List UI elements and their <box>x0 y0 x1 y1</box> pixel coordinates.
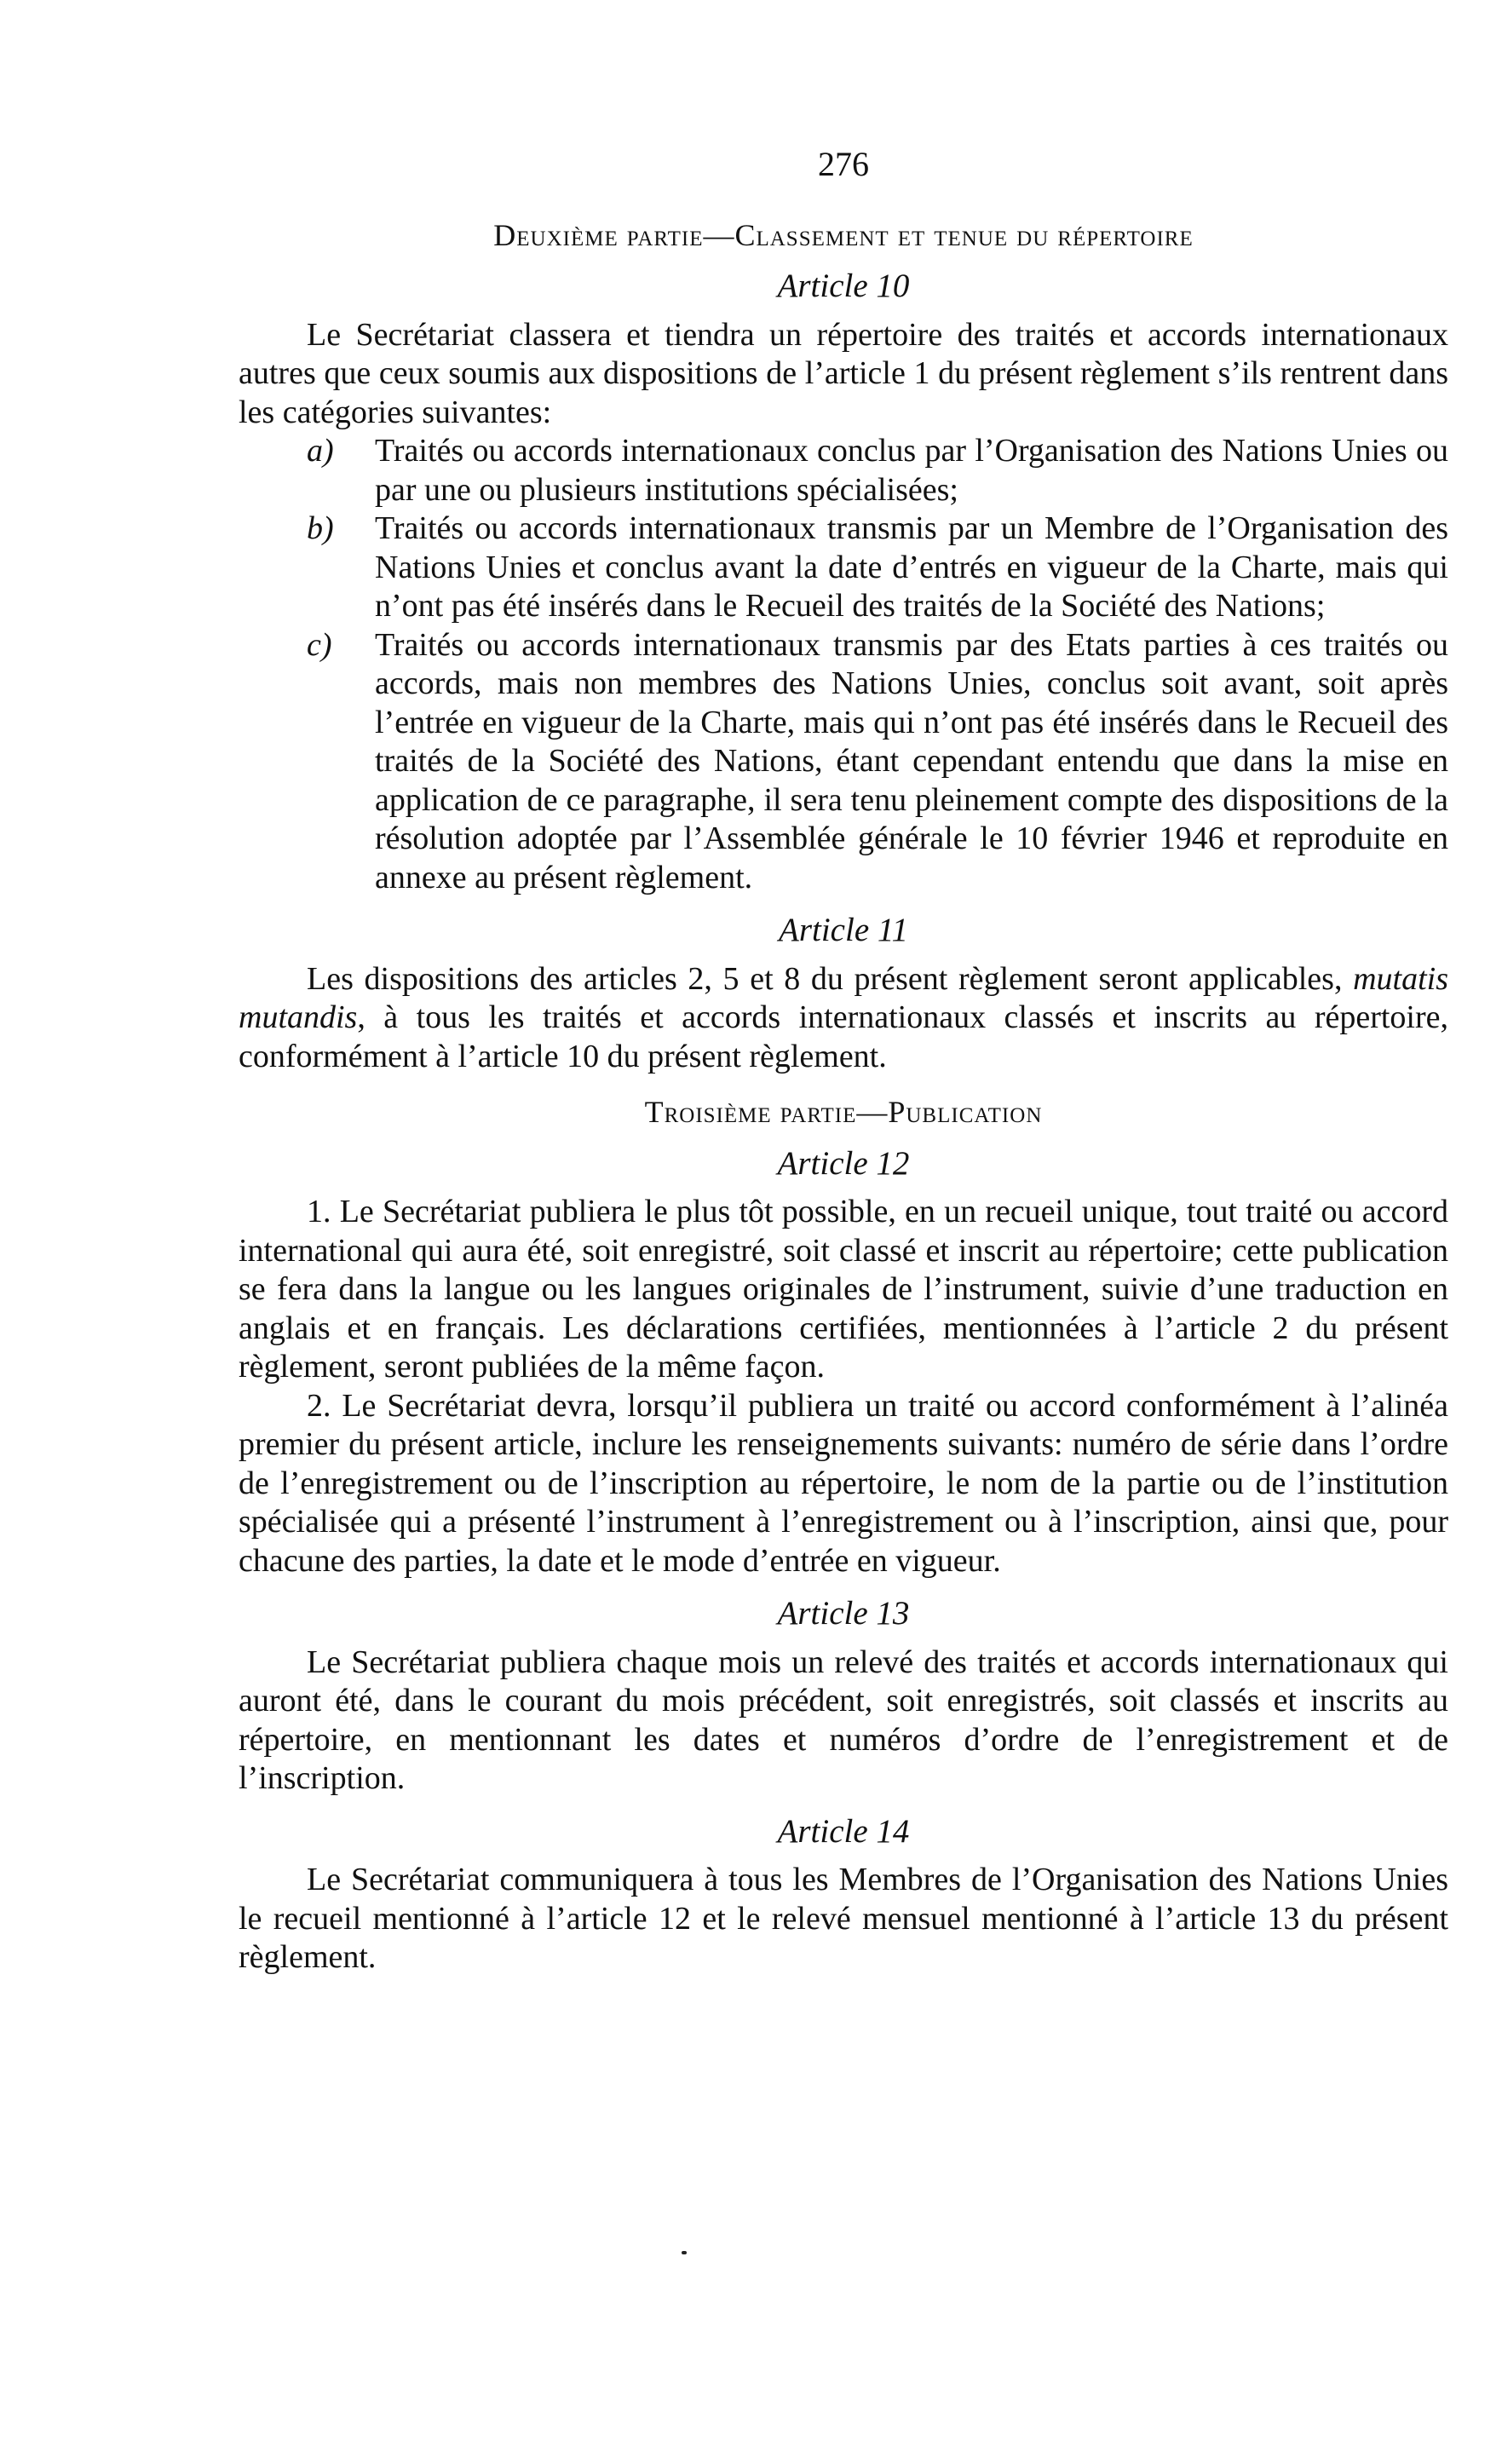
list-item-letter: c) <box>307 626 332 663</box>
article-14-title: Article 14 <box>777 1812 910 1850</box>
article-11-text-start: Les dispositions des articles 2, 5 et 8 du présent règlement seront applicables, <box>307 960 1354 997</box>
scan-speck <box>682 2251 687 2254</box>
article-10-body <box>239 316 1448 898</box>
list-item <box>307 626 1448 898</box>
article-11-latin-phrase: mutatis mutandis <box>239 960 1448 1035</box>
article-11-text <box>239 960 1448 1077</box>
article-11-body <box>239 960 1448 1077</box>
article-11-text-end: , à tous les traités et accords internationaux classés et inscrits au répertoire, conformément à l’article 10 du présent règlement. <box>239 999 1448 1074</box>
article-12-paragraph-1: 1. Le Secrétariat publiera le plus tôt possible, en un recueil unique, tout traité ou accord international qui aura été, soit enregistré, soit classé et inscrit au répertoire; cette publication se fera dans la langue ou les langues originales de l’instrument, suivie d’une traduction en anglais et en français. Les déclarations certifiées, mentionnées à l’article 2 du présent règlement, seront publiées de la même façon. <box>239 1194 1448 1385</box>
article-10-intro: Le Secrétariat classera et tiendra un répertoire des traités et accords internationaux autres que ceux soumis aux dispositions de l’article 1 du présent règlement s’ils rentrent dans les catégories suivantes: <box>239 316 1448 430</box>
list-item <box>307 509 1448 626</box>
article-14-body <box>239 1861 1448 1978</box>
article-13-body <box>239 1644 1448 1799</box>
article-13-text: Le Secrétariat publiera chaque mois un relevé des traités et accords internationaux qui auront été, dans le courant du mois précédent, soit enregistrés, soit classés et inscrits au répertoire, en mentionnant les dates et numéros d’ordre de l’enregistrement et de l’inscription. <box>239 1644 1448 1796</box>
article-10-list <box>239 432 1448 897</box>
part-heading-troisieme-partie: Troisième partie—Publication <box>644 1095 1043 1129</box>
article-12-paragraph-2: 2. Le Secrétariat devra, lorsqu’il publiera un traité ou accord conformément à l’alinéa premier du présent article, inclure les renseignements suivants: numéro de série dans l’ordre de l’enregistrement ou de l’inscription au répertoire, le nom de la partie ou de l’institution spécialisée qui a présenté l’instrument à l’enregistrement ou à l’inscription, ainsi que, pour chacune des parties, la date et le mode d’entrée en vigueur. <box>239 1387 1448 1579</box>
page-number: 276 <box>818 145 869 183</box>
list-item-letter: b) <box>307 510 334 546</box>
document-page <box>239 145 1448 1991</box>
article-14-text: Le Secrétariat communiquera à tous les Membres de l’Organisation des Nations Unies le recueil mentionné à l’article 12 et le relevé mensuel mentionné à l’article 13 du présent règlement. <box>239 1862 1448 1975</box>
part-heading-deuxieme-partie: Deuxième partie—Classement et tenue du répertoire <box>493 217 1194 252</box>
article-11-title: Article 11 <box>779 912 908 948</box>
article-13-title: Article 13 <box>777 1595 910 1632</box>
article-12-body <box>239 1193 1448 1580</box>
list-item-text: Traités ou accords internationaux conclus par l’Organisation des Nations Unies ou par une ou plusieurs institutions spécialisées; <box>375 433 1448 508</box>
list-item-letter: a) <box>307 433 334 469</box>
article-10-title: Article 10 <box>777 268 910 304</box>
list-item-text: Traités ou accords internationaux transmis par un Membre de l’Organisation des Nations Unies et conclus avant la date d’entrés en vigueur de la Charte, mais qui n’ont pas été insérés dans le Recueil des traités de la Société des Nations; <box>375 510 1448 624</box>
article-12-title: Article 12 <box>777 1144 910 1182</box>
list-item-text: Traités ou accords internationaux transmis par des Etats parties à ces traités ou accords, mais non membres des Nations Unies, conclus soit avant, soit après l’entrée en vigueur de la Charte, mais qui n’ont pas été insérés dans le Recueil des traités de la Société des Nations, étant cependant entendu que dans la mise en application de ce paragraphe, il sera tenu pleinement compte des dispositions de la résolution adoptée par l’Assemblée générale le 10 février 1946 et reproduite en annexe au présent règlement. <box>375 626 1448 895</box>
list-item <box>307 432 1448 509</box>
